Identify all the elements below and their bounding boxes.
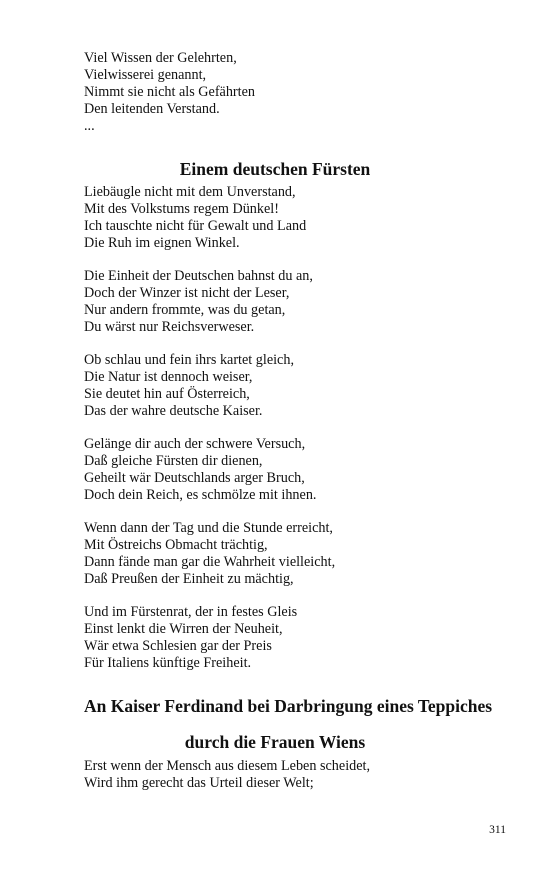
stanza [84,520,335,588]
verse-line: Liebäugle nicht mit dem Unverstand, [84,184,296,200]
poem-title-line-2: durch die Frauen Wiens [184,732,366,752]
verse-line: Geheilt wär Deutschlands arger Bruch, [84,470,305,486]
verse-line: Dann fände man gar die Wahrheit vielleicht, [84,554,336,570]
verse-line: Wird ihm gerecht das Urteil dieser Welt; [84,775,314,791]
verse-line: Mit Östreichs Obmacht trächtig, [84,537,268,553]
verse-line: Vielwisserei genannt, [84,67,207,83]
verse-line: Gelänge dir auch der schwere Versuch, [84,436,306,452]
ellipsis: ... [84,118,95,134]
verse-line: Das der wahre deutsche Kaiser. [84,403,263,419]
verse-line: Die Ruh im eignen Winkel. [84,235,240,251]
stanza [84,268,313,336]
stanza [84,758,370,792]
poem-title: Einem deutschen Fürsten [179,159,371,179]
verse-line: Nimmt sie nicht als Gefährten [84,84,255,100]
verse-line: Doch dein Reich, es schmölze mit ihnen. [84,487,317,503]
verse-line: Die Natur ist dennoch weiser, [84,369,253,385]
stanza [84,184,306,252]
stanza [84,352,294,420]
verse-line: Und im Fürstenrat, der in festes Gleis [84,604,298,620]
verse-line: Die Einheit der Deutschen bahnst du an, [84,268,313,284]
verse-line: Du wärst nur Reichsverweser. [84,319,255,335]
verse-line: Daß Preußen der Einheit zu mächtig, [84,571,294,587]
verse-line: Wär etwa Schlesien gar der Preis [84,638,272,654]
stanza [84,604,297,672]
verse-line: Doch der Winzer ist nicht der Leser, [84,285,290,301]
stanza [84,436,316,504]
verse-line: Wenn dann der Tag und die Stunde erreicht, [84,520,333,536]
verse-line: Erst wenn der Mensch aus diesem Leben scheidet, [84,758,371,774]
intro-stanza [84,50,255,135]
verse-line: Den leitenden Verstand. [84,101,220,117]
poem-title-line-1: An Kaiser Ferdinand bei Darbringung eines Teppiches [84,696,493,716]
page-number: 311 [489,824,506,836]
verse-line: Nur andern frommte, was du getan, [84,302,286,318]
verse-line: Daß gleiche Fürsten dir dienen, [84,453,263,469]
verse-line: Einst lenkt die Wirren der Neuheit, [84,621,283,637]
verse-line: Sie deutet hin auf Österreich, [84,386,250,402]
verse-line: Ich tauschte nicht für Gewalt und Land [84,218,307,234]
verse-line: Für Italiens künftige Freiheit. [84,655,252,671]
verse-line: Ob schlau und fein ihrs kartet gleich, [84,352,294,368]
verse-line: Viel Wissen der Gelehrten, [84,50,237,66]
verse-line: Mit des Volkstums regem Dünkel! [84,201,279,217]
